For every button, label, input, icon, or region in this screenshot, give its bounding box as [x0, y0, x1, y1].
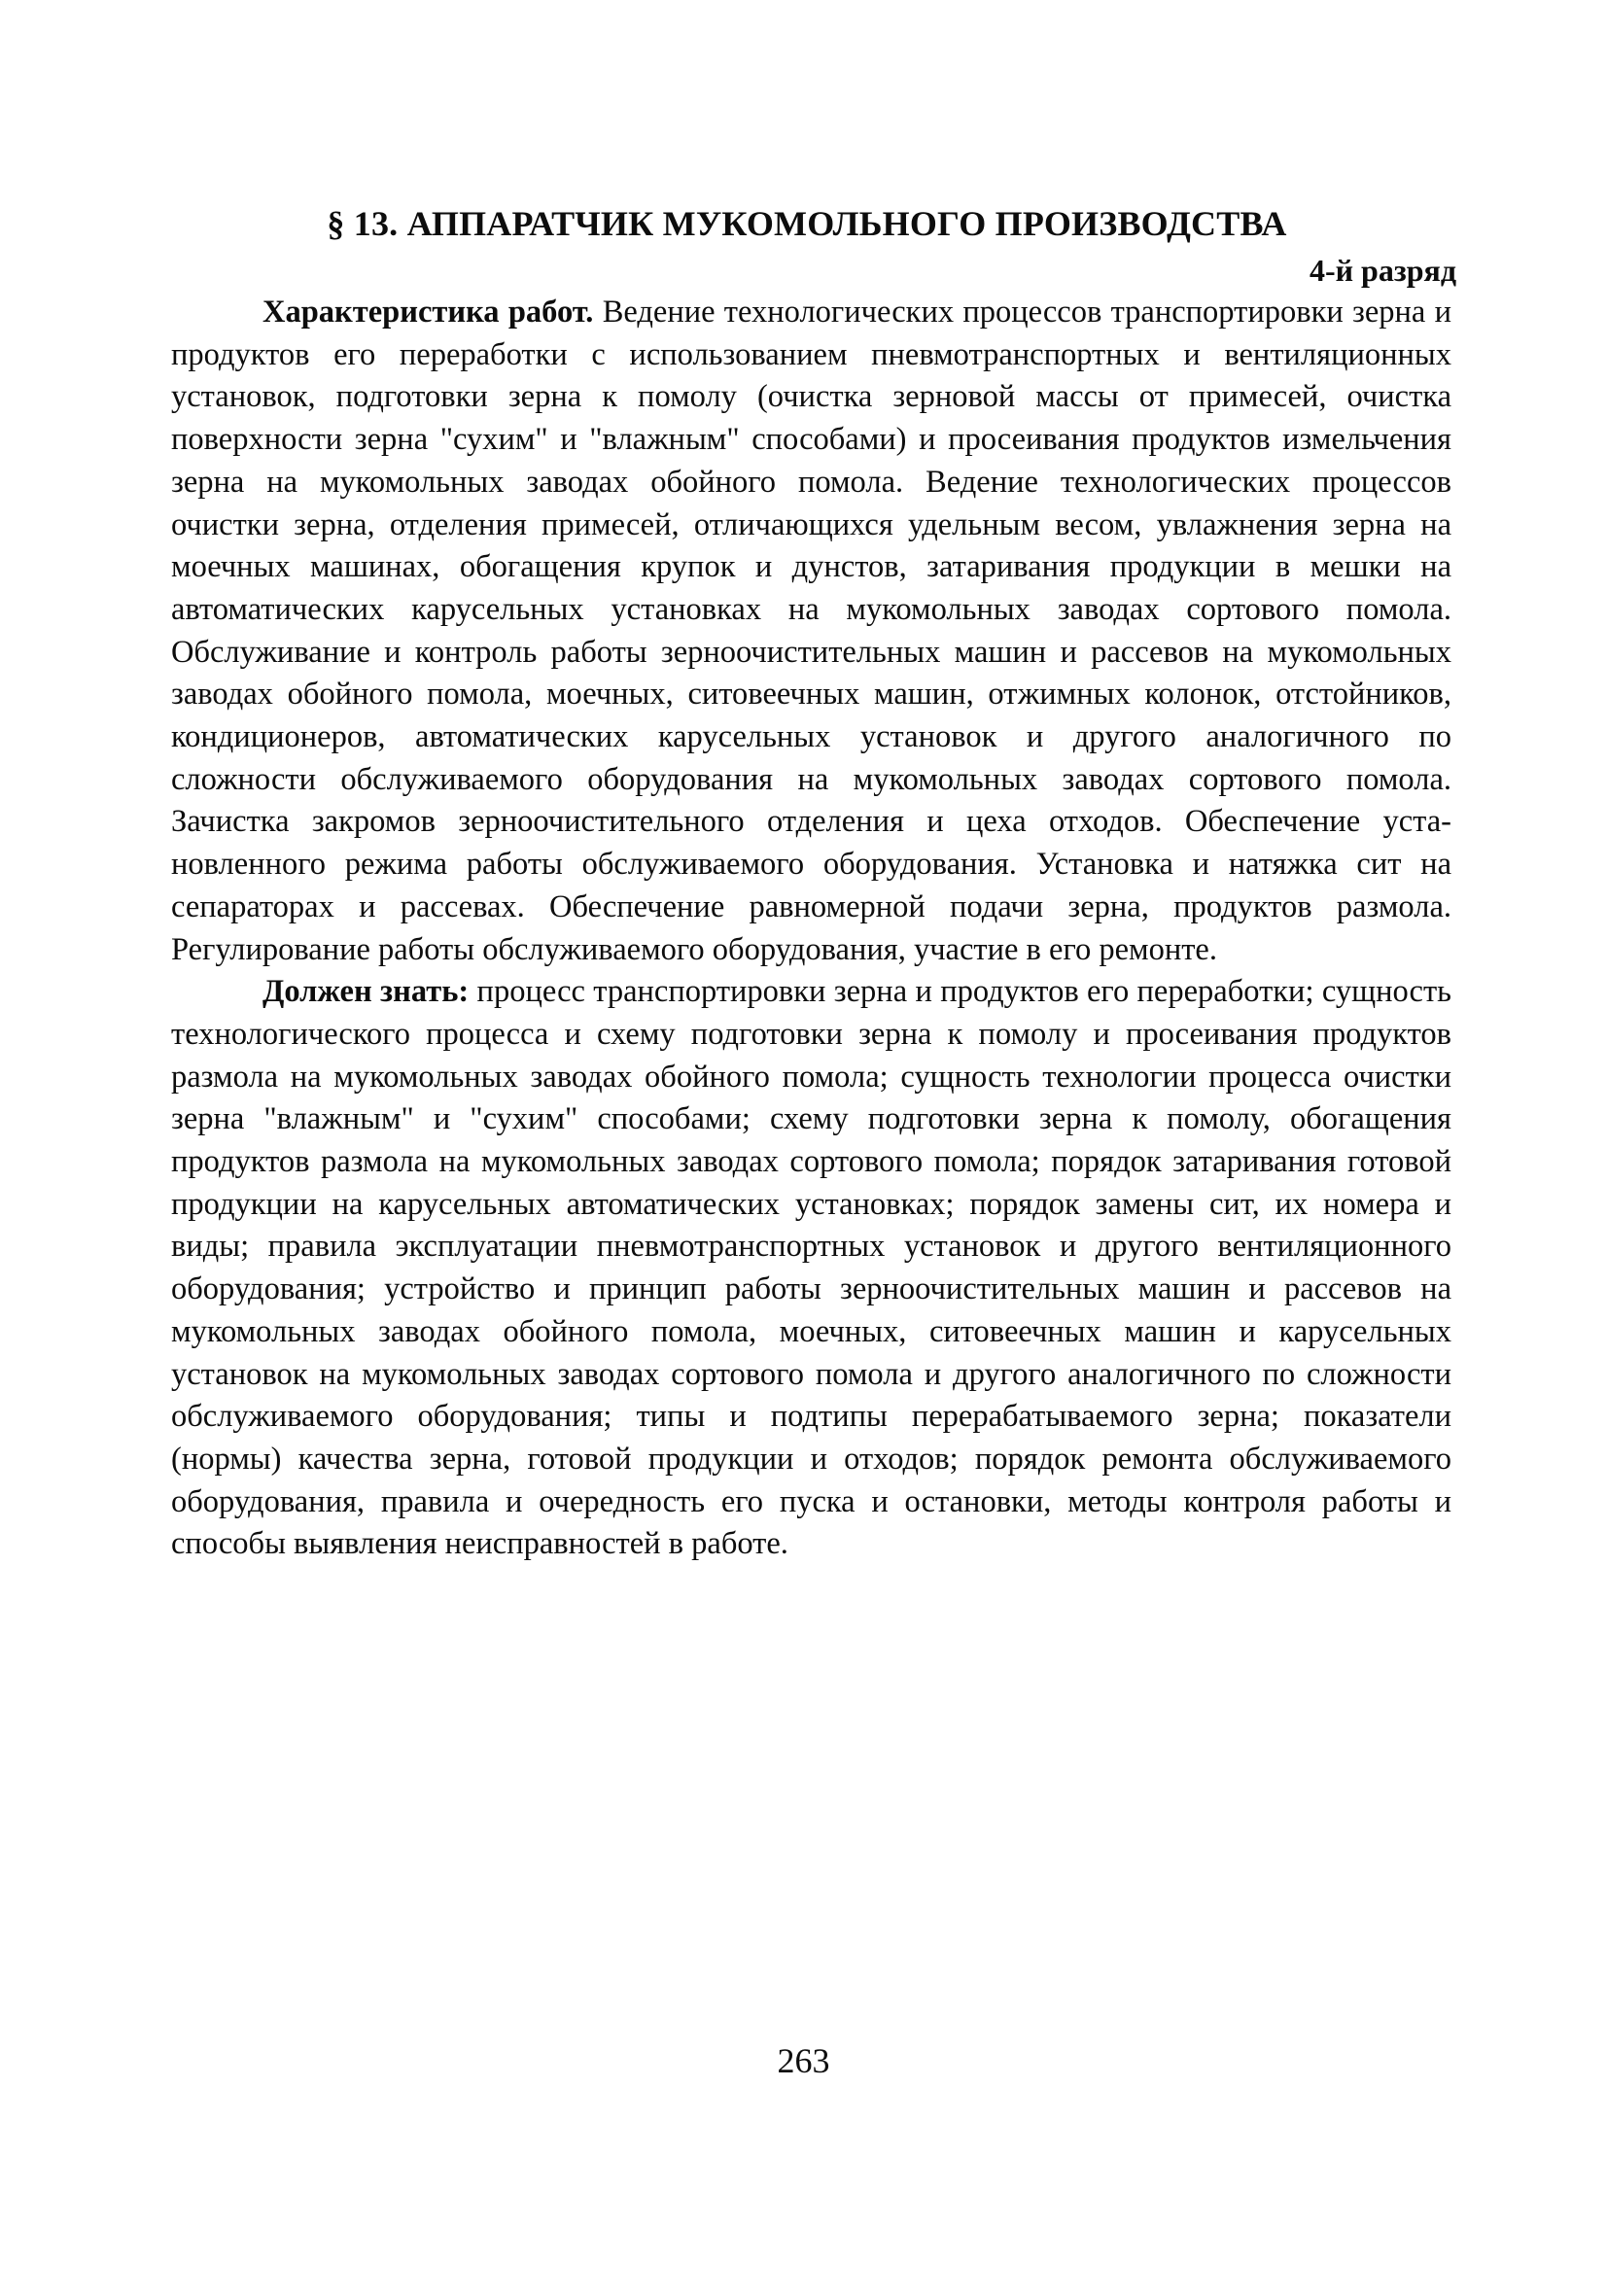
page-number: 263 — [777, 2041, 830, 2080]
paragraph-lead: Характеристика работ. — [262, 295, 594, 330]
paragraph-lead: Должен знать: — [262, 974, 470, 1010]
paragraph-must-know — [171, 971, 1451, 1566]
paragraph-text: Ведение технологических процессов транспортировки зерна и продуктов его переработки с использованием пневмотранспортных и вентиляционных установок, подготовки зерна к помолу (очистка зерновой массы от примесей, очистка поверхности зерна "сухим" и "влажным" способами) и просеивания продуктов измельчения зерна на мукомольных заводах обойного помола. Ведение технологических процессов очистки зерна, отделения примесей, отличающихся удельным весом, увлажнения зерна на моечных машинах, обогащения крупок и дунстов, затаривания продукции в мешки на автоматических карусельных установках на мукомольных заводах сортового помола. Обслуживание и контроль работы зерноочистительных машин и рассевов на мукомольных заводах обойного помола, моечных, ситовеечных машин, отжимных колонок, отстойников, кондиционеров, автоматических карусельных установок и другого аналогичного по сложности обслуживаемого оборудования на мукомольных заводах сортового помола. Зачистка закромов зерноочистительного отделения и цеха отходов. Обеспечение установленного режима работы обслуживаемого оборудования. Установка и натяжка сит на сепараторах и рассевах. Обеспечение равномерной подачи зерна, продуктов размола. Регулирование работы обслуживаемого оборудования, участие в его ремонте. — [171, 295, 1451, 967]
grade-label: 4-й разряд — [1309, 253, 1456, 288]
paragraph-text: процесс транспортировки зерна и продуктов его переработки; сущность технологического процесса и схему подготовки зерна к помолу и просеивания продуктов размола на мукомольных заводах обойного помола; сущность технологии процесса очистки зерна "влажным" и "сухим" способами; схему подготовки зерна к помолу, обогащения продуктов размола на мукомольных заводах сортового помола; порядок затаривания готовой продукции на карусельных автоматических установках; порядок замены сит, их номера и виды; правила эксплуатации пневмотранспортных установок и другого вентиляционного оборудования; устройство и принцип работы зерноочистительных машин и рассевов на мукомольных заводах обойного помола, моечных, ситовеечных машин и карусельных установок на мукомольных заводах сортового помола и другого аналогичного по сложности обслуживаемого оборудования; типы и подтипы перерабатываемого зерна; показатели (нормы) качества зерна, готовой продукции и отходов; порядок ремонта обслуживаемого оборудования, правила и очередность его пуска и остановки, методы контроля работы и способы выявления неисправностей в работе. — [171, 974, 1451, 1562]
section-title: § 13. АППАРАТЧИК МУКОМОЛЬНОГО ПРОИЗВОДСТВА — [327, 204, 1287, 243]
paragraph-work-characteristics — [171, 292, 1451, 971]
body-text — [171, 292, 1451, 1566]
